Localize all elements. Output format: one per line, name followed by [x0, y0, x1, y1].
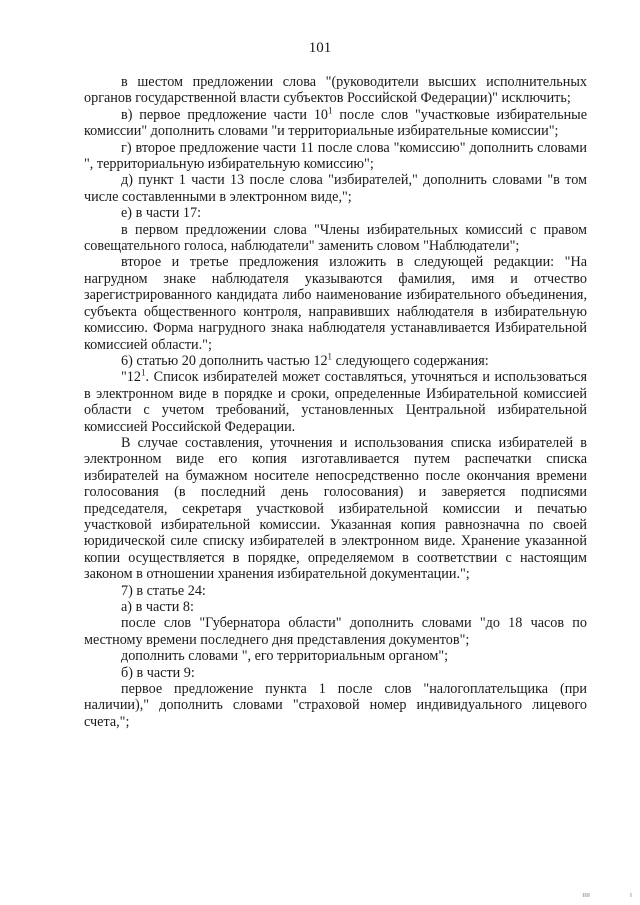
paragraph: а) в части 8:: [121, 599, 194, 615]
document-body: [84, 74, 587, 730]
superscript: 1: [327, 351, 333, 362]
paragraph: второе и третье предложения изложить в следующей редакции: "На нагрудном знаке наблюдателя указываются фамилия, имя и отчество зарегистрированного кандидата либо наименование избирательного объединения, субъекта общественного контроля, направивших наблюдателя в избирательную комиссию. Форма нагрудного знака наблюдателя устанавливается Избирательной комиссией области.";: [84, 254, 587, 353]
paragraph: В случае составления, уточнения и использования списка избирателей в электронном виде его копия изготавливается путем распечатки списка избирателей на бумажном носителе непосредственно после окончания времени голосования (в последний день голосования) и заверяется подписями председателя, секретаря участковой избирательной комиссии и печатью участковой избирательной комиссии. Указанная копия равнозначна по своей юридической силе списку избирателей в электронном виде. Хранение указанной копии осуществляется в порядке, определяемом в соответствии с настоящим законом в отношении хранения избирательной документации.";: [84, 434, 587, 583]
paragraph: первое предложение пункта 1 после слов "налогоплательщика (при наличии)," дополнить словами "страховой номер индивидуального лицевого счета,";: [84, 681, 587, 730]
page-number: 101: [308, 40, 332, 56]
paragraph: в первом предложении слова "Члены избирательных комиссий с правом совещательного голоса, наблюдатели" заменить словом "Наблюдатели";: [84, 221, 587, 255]
paragraph: после слов "Губернатора области" дополнить словами "до 18 часов по местному времени последнего дня представления документов";: [84, 615, 587, 648]
superscript: 1: [140, 367, 146, 378]
paragraph: "$12^1$. Список избирателей может составляться, уточняться и использоваться в электронном виде в порядке и сроки, определенные Избирательной комиссией области с учетом требований, установленных Центральной избирательной комиссией Российской Федерации.: [84, 367, 587, 435]
paragraph: в) первое предложение части $10^1$ после слов "участковые избирательные комиссии" дополнить словами "и территориальные избирательные комиссии";: [84, 105, 588, 140]
footer-mark-left: ıııı: [582, 891, 590, 899]
paragraph: 7) в статье 24:: [121, 582, 206, 599]
paragraph: в шестом предложении слова "(руководители высших исполнительных органов государственной власти субъектов Российской Федерации)" исключить;: [84, 74, 587, 107]
paragraph: д) пункт 1 части 13 после слова "избирателей," дополнить словами "в том числе составленными в электронном виде,";: [84, 172, 587, 205]
paragraph: е) в части 17:: [121, 205, 202, 222]
paragraph: г) второе предложение части 11 после слова "комиссию" дополнить словами ", территориальную избирательную комиссию";: [84, 139, 587, 173]
footer-mark-right: ı: [630, 891, 632, 899]
superscript: 1: [328, 105, 333, 116]
paragraph: 6) статью 20 дополнить частью $12^1$ следующего содержания:: [121, 351, 489, 369]
paragraph: б) в части 9:: [121, 664, 195, 681]
paragraph: дополнить словами ", его территориальным органом";: [121, 648, 449, 665]
